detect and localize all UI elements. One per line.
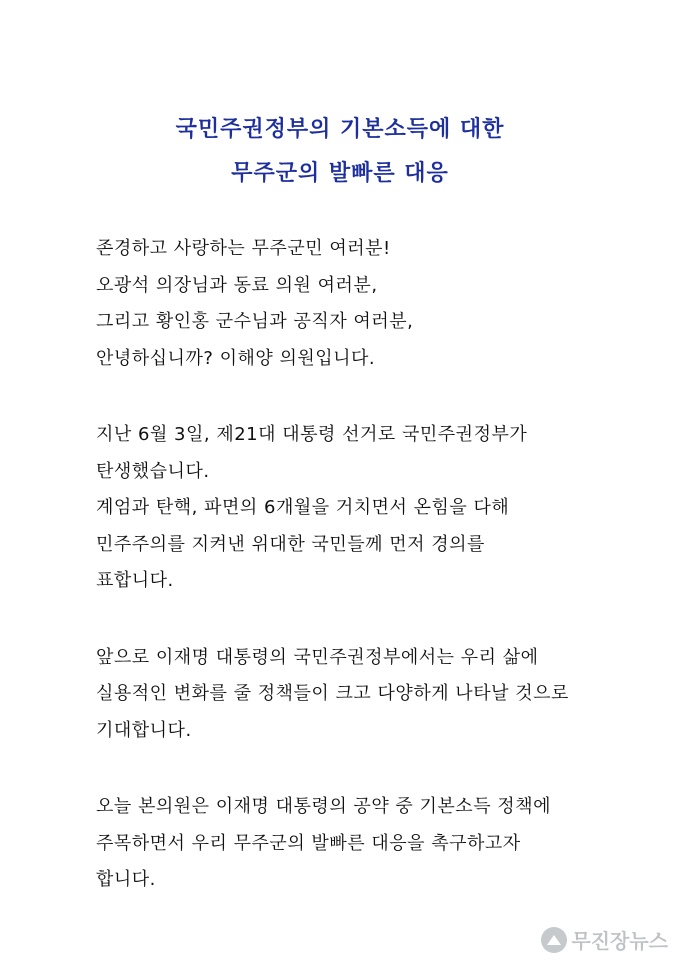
text-line: 표합니다. [96,570,174,591]
text-line: 오광석 의장님과 동료 의원 여러분, [96,274,378,296]
text-line: 주목하면서 우리 무주군의 발빠른 대응을 촉구하고자 [96,832,521,854]
document-title [0,108,680,196]
paragraph-expectation [96,640,616,750]
paragraph-proposal [96,789,616,899]
text-line: 합니다. [96,869,156,890]
speech-body [96,231,616,939]
title-line-2: 무주군의 발빠른 대응 [231,161,449,186]
text-line: 실용적인 변화를 줄 정책들이 크고 다양하게 나타날 것으로 [96,683,569,704]
paragraph-election [96,417,616,600]
text-line: 앞으로 이재명 대통령의 국민주권정부에서는 우리 삶에 [96,646,539,668]
title-line-1: 국민주권정부의 기본소득에 대한 [175,117,505,142]
text-line: 그리고 황인홍 군수님과 공직자 여러분, [96,311,414,332]
mountain-logo-icon [541,927,567,953]
text-line: 안녕하십니까? 이해양 의원입니다. [96,347,376,369]
text-line: 기대합니다. [96,719,192,741]
text-line: 존경하고 사랑하는 무주군민 여러분! [96,238,391,259]
text-line: 탄생했습니다. [96,460,210,482]
news-watermark [541,925,668,954]
paragraph-greeting [96,231,616,377]
text-line: 계엄과 탄핵, 파면의 6개월을 거치면서 온힘을 다해 [96,497,510,518]
text-line: 민주주의를 지켜낸 위대한 국민들께 먼저 경의를 [96,533,485,555]
watermark-text: 무진장뉴스 [571,929,668,953]
text-line: 오늘 본의원은 이재명 대통령의 공약 중 기본소득 정책에 [96,796,551,817]
text-line: 지난 6월 3일, 제21대 대통령 선거로 국민주권정부가 [96,424,528,445]
